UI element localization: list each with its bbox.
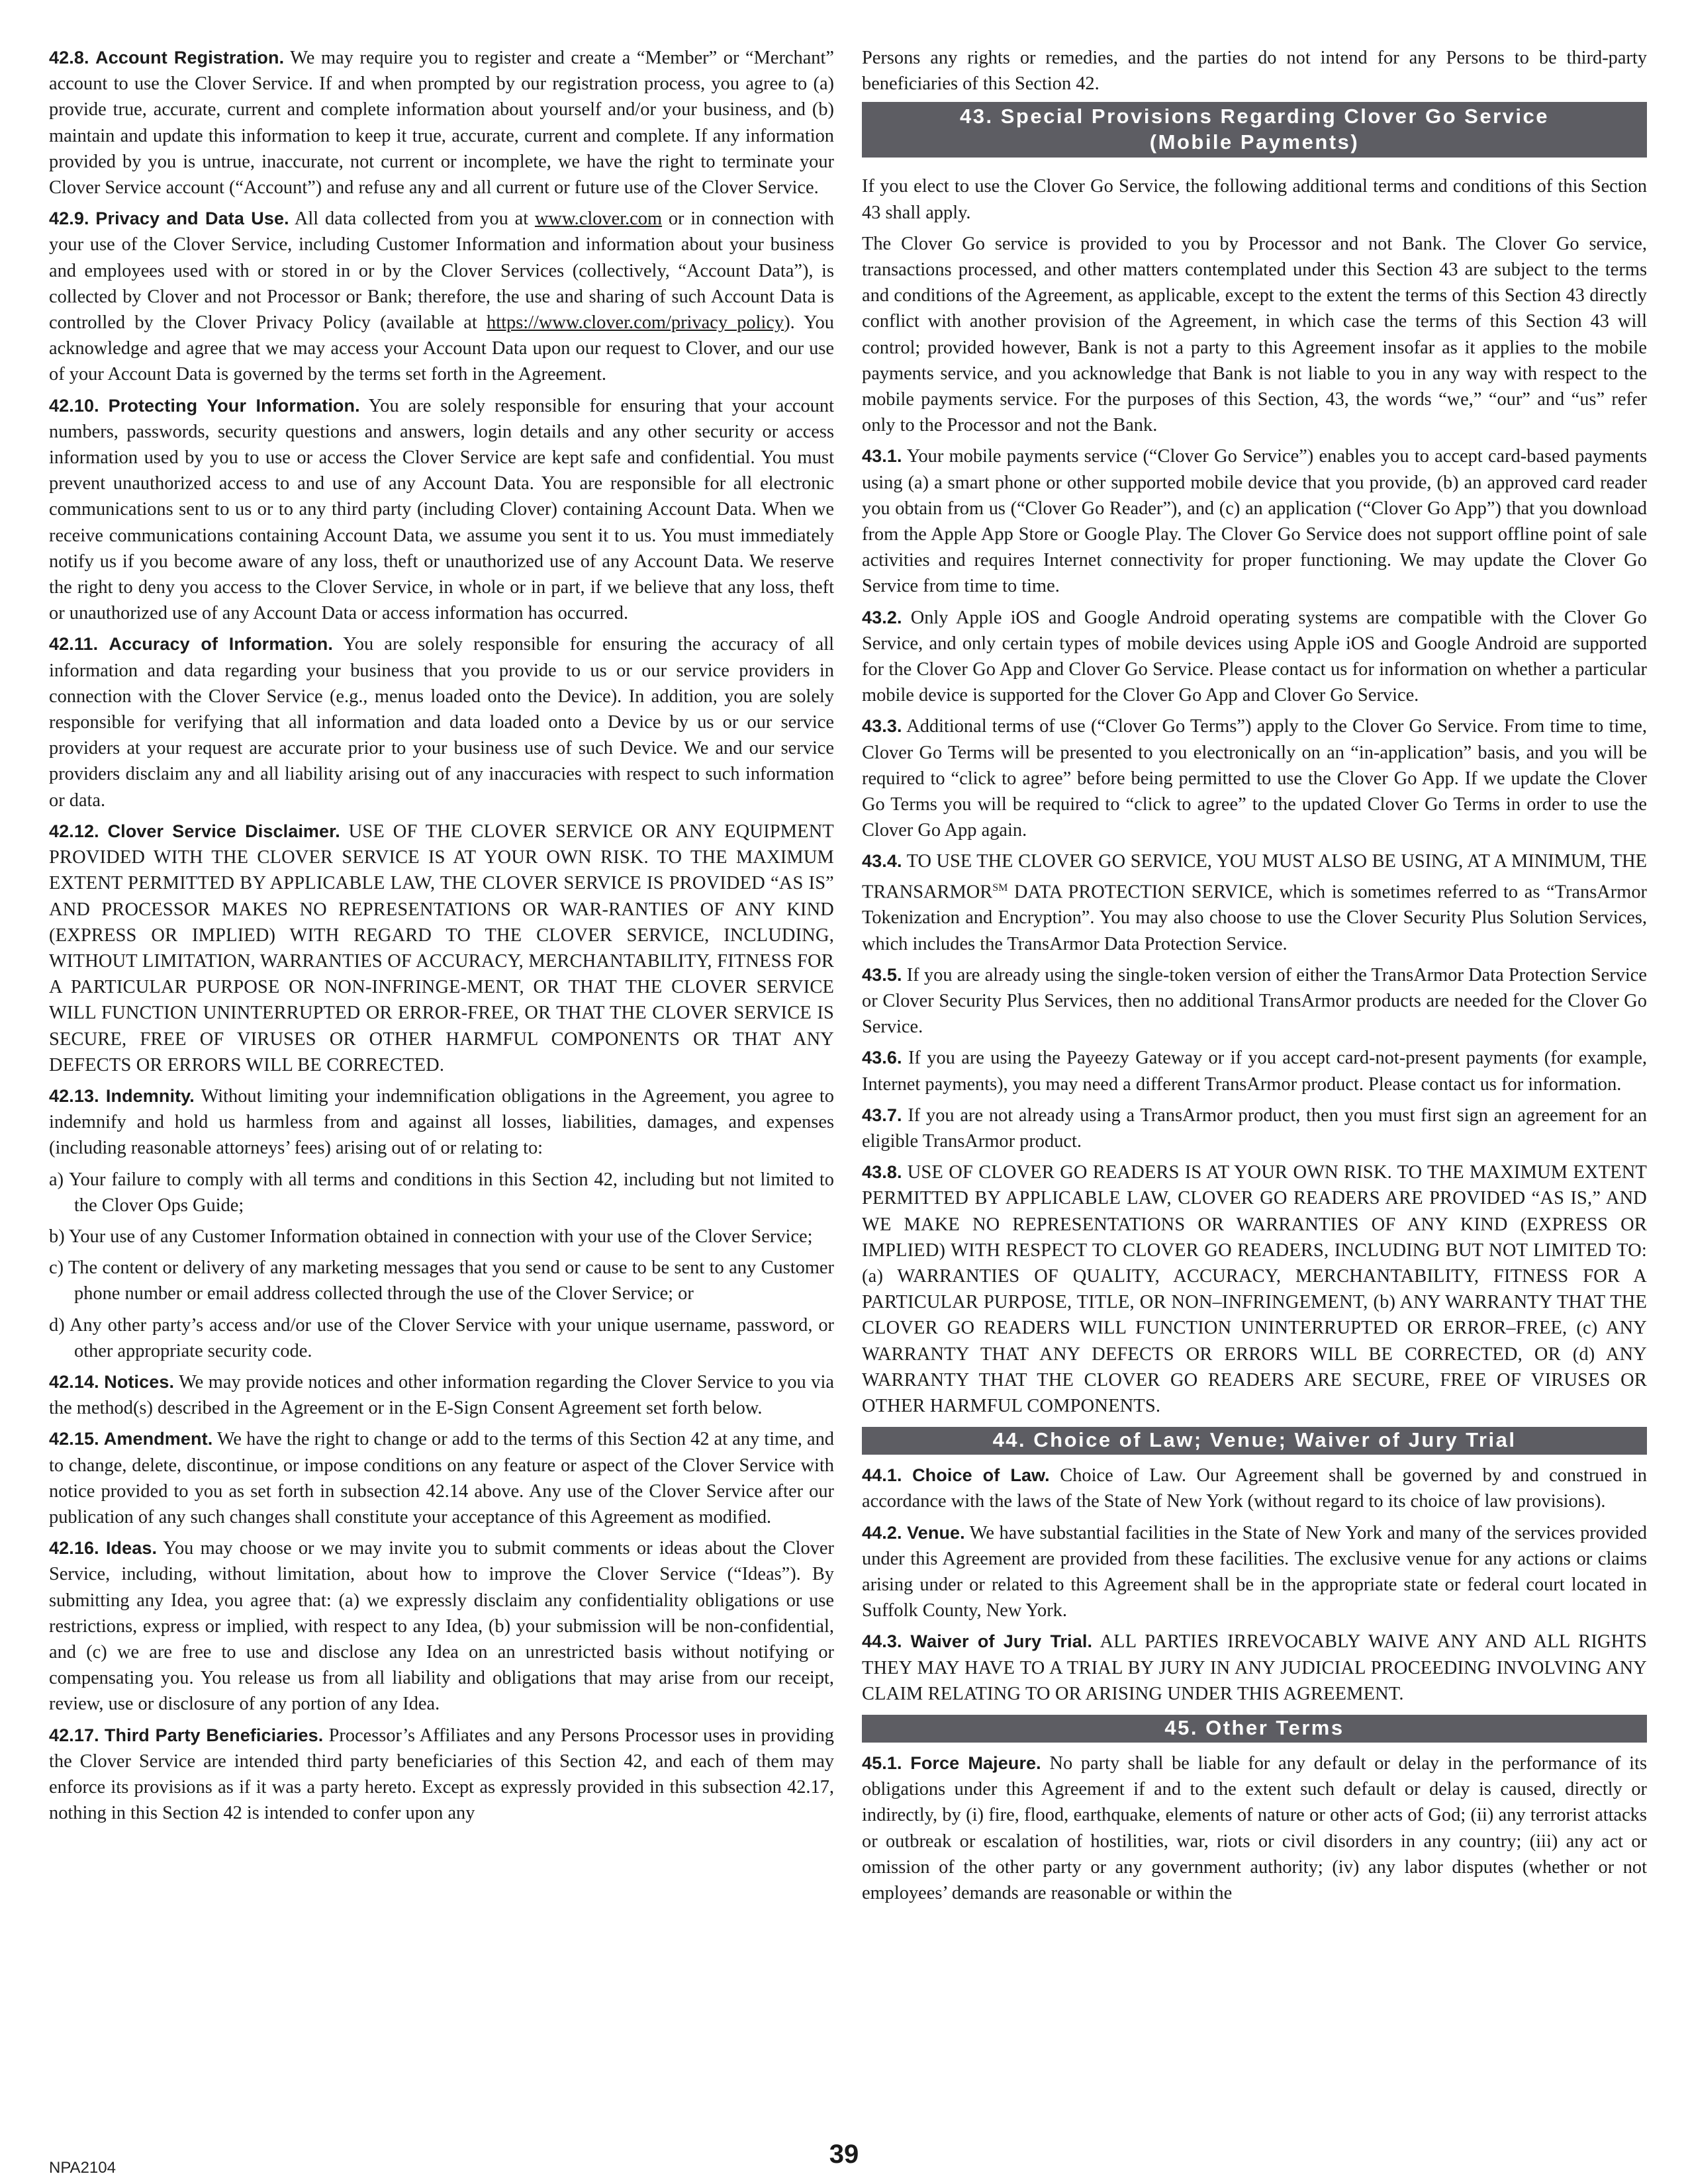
clause-heading: Force Majeure. <box>910 1753 1041 1774</box>
clause-text: If you are not already using a TransArmor product, then you must first sign an agreement for an eligible TransArmor product. <box>862 1105 1647 1152</box>
clause-number: 43.7. <box>862 1105 902 1125</box>
document-code: NPA2104 <box>49 2159 116 2177</box>
clause-heading: Ideas. <box>105 1538 158 1559</box>
clause-text: Processor’s Affiliates and any Persons Processor uses in providing the Clover Service are intended third party beneficiaries of this Section 42, and each of them may enforce its provisions as if it was a party hereto. Except as expressly provided in this subsection 42.17, nothing in this Section 42 is intended to confer upon any <box>49 1725 834 1824</box>
section-42-15 <box>49 1426 834 1530</box>
clause-text: We have substantial facilities in the State of New York and many of the services provided under this Agreement are provided from these facilities. The exclusive venue for any actions or claims arising under or related to this Agreement shall be in the appropriate state or federal court located in Suffolk County, New York. <box>862 1522 1647 1621</box>
section-45-title: 45. Other Terms <box>1164 1716 1344 1740</box>
clause-text: TO USE THE CLOVER GO SERVICE, YOU MUST ALSO BE USING, AT A MINIMUM, THE TRANSARMOR <box>862 851 1647 903</box>
clause-number: 43.3. <box>862 716 902 737</box>
section-44-title: 44. Choice of Law; Venue; Waiver of Jury Trial <box>992 1428 1517 1452</box>
section-44-1 <box>862 1463 1647 1514</box>
clause-number: 42.16. <box>49 1538 99 1559</box>
clause-heading: Third Party Beneficiaries. <box>104 1725 324 1745</box>
clause-text: ). You acknowledge and agree that we may access your Account Data upon our request to Clover, and our use of your Account Data is governed by the terms set forth in the Agreement. <box>49 312 834 385</box>
section-42-12 <box>49 819 834 1078</box>
section-43-intro: If you elect to use the Clover Go Service, the following additional terms and conditions of this Section 43 shall apply. <box>862 176 1647 223</box>
section-42-17 <box>49 1723 834 1827</box>
right-column <box>862 45 1647 1911</box>
clause-number: 42.8. <box>49 48 89 68</box>
clause-text: Your mobile payments service (“Clover Go Service”) enables you to accept card-based payments using (a) a smart phone or other supported mobile device that you provide, (b) an approved card reader you obtain from us (“Clover Go Reader”), and (c) an application (“Clover Go App”) that you download from the Apple App Store or Google Play. The Clover Go Service does not support offline point of sale activities and requires Internet connectivity for proper functioning. We may update the Clover Go Service from time to time. <box>862 446 1647 597</box>
section-42-10 <box>49 393 834 627</box>
clause-number: 44.3. <box>862 1631 902 1652</box>
clause-text: No party shall be liable for any default or delay in the performance of its obligations under this Agreement if and to the extent such default or delay is caused, directly or indirectly, by (i) fire, flood, earthquake, elements of nature or other acts of God; (ii) any terrorist attacks or outbreak or escalation of hostilities, war, riots or civil disorders in any country; (iii) any act or omission of the other party or any government authority; (iv) any labor disputes (whether or not employees’ demands are reasonable or within the <box>862 1753 1648 1904</box>
section-45-1 <box>862 1751 1647 1906</box>
privacy-policy-link[interactable]: https://www.clover.com/privacy_policy <box>487 312 784 334</box>
section-42-11 <box>49 631 834 813</box>
clause-text: We have the right to change or add to the terms of this Section 42 at any time, and to change, delete, discontinue, or impose conditions on any feature or aspect of the Clover Service with notice provided to you as set forth in subsection 42.14 above. Any use of the Clover Service after our publication of any such changes shall constitute your acceptance of this Agreement as modified. <box>49 1429 834 1527</box>
clause-text: Without limiting your indemnification obligations in the Agreement, you agree to indemnify and hold us harmless from and against all losses, liabilities, damages, and expenses (including reasonable attorneys’ fees) arising out of or relating to: <box>49 1085 834 1159</box>
clause-text: USE OF CLOVER GO READERS IS AT YOUR OWN RISK. TO THE MAXIMUM EXTENT PERMITTED BY APPLICABLE LAW, CLOVER GO READERS ARE PROVIDED “AS IS,” AND WE MAKE NO REPRESENTATIONS OR WARRANTIES OF ANY KIND (EXPRESS OR IMPLIED) WITH RESPECT TO CLOVER GO READERS, INCLUDING BUT NOT LIMITED TO: (a) WARRANTIES OF QUALITY, ACCURACY, MERCHANTABILITY, FITNESS FOR A PARTICULAR PURPOSE, TITLE, OR NON–INFRINGEMENT, (b) ANY WARRANTY THAT THE CLOVER GO READERS WILL FUNCTION UNINTERRUPTED OR ERROR–FREE, (c) ANY WARRANTY THAT ANY DEFECTS OR ERRORS WILL BE CORRECTED, OR (d) ANY WARRANTY THAT THE CLOVER GO READERS ARE SECURE, FREE OF VIRUSES OR OTHER HARMFUL COMPONENTS. <box>862 1162 1647 1417</box>
clause-heading: Accuracy of Information. <box>109 634 333 655</box>
clause-number: 43.4. <box>862 851 902 872</box>
clause-text: or in connection with your use of the Clover Service, including Customer Information and information about your business and employees used with or stored in or by the Clover Services (collectively, “Account Data”), is collected by Clover and not Processor or Bank; therefore, the use and sharing of such Account Data is controlled by the Clover Privacy Policy (available at <box>49 208 834 334</box>
clause-number: 44.2. <box>862 1522 902 1543</box>
clause-text: Choice of Law. Our Agreement shall be governed by and construed in accordance with the laws of the State of New York (without regard to its choice of law provisions). <box>862 1465 1647 1512</box>
clause-text: You are solely responsible for ensuring that your account numbers, passwords, security questions and answers, login details and any other security or access information used by you to use or access the Clover Service are kept safe and confidential. You must prevent unauthorized access to and use of any Account Data. You are responsible for all electronic communications sent to us or to any third party (including Clover) containing Account Data. When we receive communications containing Account Data, we assume you sent it to us. You must immediately notify us if you become aware of any loss, theft or unauthorized use of any Account Data. We reserve the right to deny you access to the Clover Service, in whole or in part, if we believe that any loss, theft or unauthorized use of any Account Data or access information has occurred. <box>49 395 834 624</box>
clause-number: 42.11. <box>49 634 99 655</box>
clause-number: 43.5. <box>862 964 902 985</box>
clause-number: 42.13. <box>49 1085 99 1106</box>
section-43-6 <box>862 1045 1647 1097</box>
section-43-subtitle: (Mobile Payments) <box>1149 130 1360 154</box>
section-44-2 <box>862 1520 1647 1624</box>
clover-website-link[interactable]: www.clover.com <box>534 208 663 230</box>
clause-heading: Indemnity. <box>105 1085 195 1106</box>
left-column <box>49 45 834 1831</box>
clause-text: You are solely responsible for ensuring the accuracy of all information and data regarding your business that you provide to us or our service providers in connection with the Clover Service (e.g., menus loaded onto the Device). In addition, you are solely responsible for verifying that all information and data loaded onto a Device by us or our service providers at your request are accurate prior to your business use of such Device. We and our service providers disclaim any and all liability arising out of any inaccuracies with respect to such information or data. <box>49 634 834 811</box>
clause-number: 42.12. <box>49 821 99 841</box>
clause-text: Only Apple iOS and Google Android operating systems are compatible with the Clover Go Service, and only certain types of mobile devices using Apple iOS and Google Android are supported for the Clover Go App and Clover Go Service. Please contact us for information on whether a particular mobile device is supported for the Clover Go App and Clover Go Service. <box>862 607 1647 706</box>
clause-number: 43.6. <box>862 1048 902 1068</box>
clause-text: Additional terms of use (“Clover Go Terms”) apply to the Clover Go Service. From time to time, Clover Go Terms will be presented to you electronically on an “in-application” basis, and you will be required to “click to agree” before being permitted to use the Clover Go App. If we update the Clover Go Terms you will be required to “click to agree” to the updated Clover Go Terms in order to use the Clover Go App again. <box>862 716 1647 841</box>
clause-heading: Amendment. <box>103 1429 213 1449</box>
clause-text: DATA PROTECTION SERVICE, which is sometimes referred to as “TransArmor Tokenization and Encryption”. You may also choose to use the Clover Security Plus Solution Services, which includes the TransArmor Data Protection Service. <box>862 882 1647 954</box>
section-42-14 <box>49 1369 834 1421</box>
page-number: 39 <box>829 2140 859 2169</box>
service-mark: SM <box>992 882 1008 893</box>
section-44-heading-bar <box>862 1427 1647 1455</box>
section-43-heading-bar <box>862 102 1647 158</box>
clause-text: We may provide notices and other information regarding the Clover Service to you via the method(s) described in the Agreement or in the E-Sign Consent Agreement set forth below. <box>49 1371 834 1419</box>
clause-heading: Protecting Your Information. <box>108 395 360 416</box>
indemnity-item-b: b) Your use of any Customer Information obtained in connection with your use of the Clover Service; <box>49 1226 813 1247</box>
clause-heading: Privacy and Data Use. <box>95 208 289 229</box>
clause-heading: Clover Service Disclaimer. <box>107 821 340 841</box>
clause-text: All data collected from you at <box>289 208 535 230</box>
clause-heading: Account Registration. <box>95 48 285 68</box>
section-44-3 <box>862 1629 1647 1707</box>
clause-text: USE OF THE CLOVER SERVICE OR ANY EQUIPMENT PROVIDED WITH THE CLOVER SERVICE IS AT YOUR OWN RISK. TO THE MAXIMUM EXTENT PERMITTED BY APPLICABLE LAW, THE CLOVER SERVICE IS PROVIDED “AS IS” AND PROCESSOR MAKES NO REPRESENTATIONS OR WAR-RANTIES OF ANY KIND (EXPRESS OR IMPLIED) WITH REGARD TO THE CLOVER SERVICE, INCLUDING, WITHOUT LIMITATION, WARRANTIES OF ACCURACY, MERCHANTABILITY, FITNESS FOR A PARTICULAR PURPOSE OR NON-INFRINGE-MENT, OR THAT THE CLOVER SERVICE WILL FUNCTION UNINTERRUPTED OR ERROR-FREE, OR THAT THE CLOVER SERVICE IS SECURE, FREE OF VIRUSES OR OTHER HARMFUL COMPONENTS OR THAT ANY DEFECTS OR ERRORS WILL BE CORRECTED. <box>49 821 834 1075</box>
clause-number: 42.17. <box>49 1725 99 1745</box>
clause-text: ALL PARTIES IRREVOCABLY WAIVE ANY AND ALL RIGHTS THEY MAY HAVE TO A TRIAL BY JURY IN ANY JUDICIAL PROCEEDING INVOLVING ANY CLAIM RELATING TO OR ARISING UNDER THIS AGREEMENT. <box>862 1631 1647 1704</box>
clause-number: 43.2. <box>862 607 902 627</box>
clause-text: You may choose or we may invite you to submit comments or ideas about the Clover Service, including, without limitation, about how to improve the Clover Service (“Ideas”). By submitting any Idea, you agree that: (a) we expressly disclaim any confidentiality obligations or use restrictions, express or implied, with respect to any Idea, (b) your submission will be non-confidential, and (c) we are free to use and disclose any Idea on an unrestricted basis without notifying or compensating you. You release us from all liability and obligations that may arise from our receipt, review, use or disclosure of any portion of any Idea. <box>49 1538 834 1715</box>
section-43-title: 43. Special Provisions Regarding Clover Go Service <box>960 105 1549 128</box>
clause-heading: Choice of Law. <box>912 1465 1050 1486</box>
section-42-9 <box>49 206 834 387</box>
section-43-5 <box>862 962 1647 1040</box>
clause-text: We may require you to register and create a “Member” or “Merchant” account to use the Clover Service. If and when prompted by our registration process, you agree to (a) provide true, accurate, current and complete information about yourself and/or your business, and (b) maintain and update this information to keep it true, accurate, current and complete. If any information provided by you is untrue, inaccurate, not current or incomplete, we have the right to terminate your Clover Service account (“Account”) and refuse any and all current or future use of the Clover Service. <box>49 48 834 199</box>
clause-number: 42.15. <box>49 1429 99 1449</box>
indemnity-item-a: a) Your failure to comply with all terms and conditions in this Section 42, including but not limited to the Clover Ops Guide; <box>49 1169 834 1216</box>
section-45-heading-bar <box>862 1715 1647 1743</box>
section-43-8 <box>862 1160 1647 1419</box>
section-42-17-continuation: Persons any rights or remedies, and the parties do not intend for any Persons to be third-party beneficiaries of this Section 42. <box>862 48 1647 95</box>
section-42-16 <box>49 1535 834 1717</box>
clause-heading: Venue. <box>907 1522 965 1543</box>
clause-number: 44.1. <box>862 1465 902 1486</box>
clause-heading: Waiver of Jury Trial. <box>910 1631 1093 1652</box>
clause-text: If you are using the Payeezy Gateway or if you accept card-not-present payments (for example, Internet payments), you may need a different TransArmor product. Please contact us for information. <box>862 1048 1647 1095</box>
clause-number: 42.10. <box>49 395 99 416</box>
section-43-3 <box>862 713 1647 843</box>
clause-heading: Notices. <box>104 1371 175 1392</box>
clause-number: 45.1. <box>862 1753 902 1774</box>
section-43-4 <box>862 848 1647 956</box>
section-43-scope: The Clover Go service is provided to you by Processor and not Bank. The Clover Go service, transactions processed, and other matters contemplated under this Section 43 are subject to the terms and conditions of the Agreement, as applicable, except to the extent the terms of this Section 43 directly conflict with another provision of the Agreement, in which case the terms of this Section 43 will control; provided however, Bank is not a party to this Agreement insofar as it applies to the mobile payments service, and you acknowledge that Bank is not liable to you in any way with respect to the mobile payments service. For the purposes of this Section, 43, the words “we,” “our” and “us” refer only to the Processor and not the Bank. <box>862 233 1647 436</box>
section-43-2 <box>862 605 1647 709</box>
clause-number: 43.8. <box>862 1162 902 1183</box>
section-42-13 <box>49 1083 834 1161</box>
section-43-1 <box>862 443 1647 599</box>
section-42-8 <box>49 45 834 201</box>
clause-number: 43.1. <box>862 446 902 467</box>
section-43-7 <box>862 1103 1647 1154</box>
indemnity-item-c: c) The content or delivery of any marketing messages that you send or cause to be sent to any Customer phone number or email address collected through the use of the Clover Service; or <box>49 1257 834 1304</box>
indemnity-item-d: d) Any other party’s access and/or use of the Clover Service with your unique username, password, or other appropriate security code. <box>49 1314 834 1361</box>
clause-text: If you are already using the single-token version of either the TransArmor Data Protection Service or Clover Security Plus Services, then no additional TransArmor products are needed for the Clover Go Service. <box>862 964 1647 1038</box>
clause-number: 42.14. <box>49 1371 99 1392</box>
clause-number: 42.9. <box>49 208 89 229</box>
